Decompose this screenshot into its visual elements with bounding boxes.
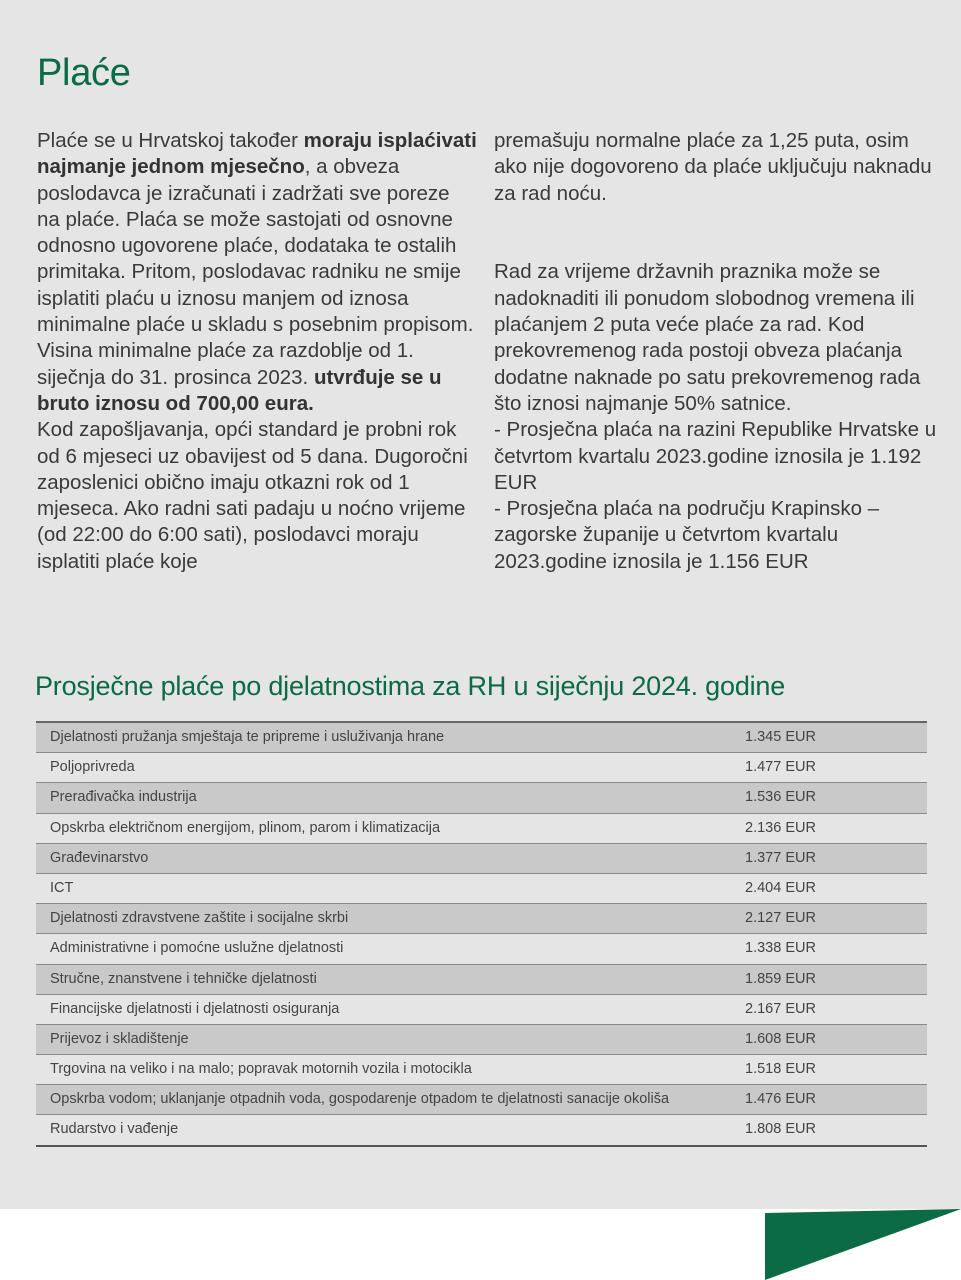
page-title: Plaće [37,52,131,94]
sector-name: Opskrba vodom; uklanjanje otpadnih voda, gospodarenje otpadom te djelatnosti sanacije okoliša [50,1091,670,1108]
text: , a obveza poslodavca je izračunati i zadržati sve poreze na plaće. Plaća se može sastojati od osnovne odnosno ugovorene plaće, dodataka te ostalih primitaka. Pritom, poslodavac radniku ne smije isplatiti plaću u iznosu manjem od iznosa minimalne plaće u skladu s posebnim propisom. [37,155,474,337]
average-salary: 1.536 EUR [745,789,816,806]
sector-name: Trgovina na veliko i na malo; popravak motornih vozila i motocikla [50,1061,472,1078]
sector-name: Djelatnosti pružanja smještaja te pripreme i usluživanja hrane [50,729,445,745]
emphasis: utvrđuje se u bruto iznosu od 700,00 eura. [37,365,442,415]
left-text-column [37,128,477,575]
paragraph-holiday-overtime: Rad za vrijeme državnih praznika može se nadoknaditi ili ponudom slobodnog vremena ili plaćanjem 2 puta veće plaće za rad. Kod prekovremenog rada postoji obveza plaćanja dodatne naknade po satu prekovremenog rada što iznosi najmanje 50% satnice. [494,260,921,415]
paragraph-probation: Kod zapošljavanja, opći standard je probni rok od 6 mjeseci uz obavijest od 5 dana. Dugoročni zaposlenici obično imaju otkazni rok od 1 mjeseca. Ako radni sati padaju u noćno vrijeme (od 22:00 do 6:00 sati), poslodavci moraju isplatiti plaće koje [37,418,468,573]
average-salary: 2.404 EUR [745,879,816,896]
sector-name: Opskrba električnom energijom, plinom, parom i klimatizacija [50,819,441,836]
average-salary: 1.477 EUR [745,759,816,776]
sector-name: ICT [50,879,74,896]
sector-name: Prerađivačka industrija [50,789,197,806]
paragraph-pay-frequency [37,128,477,338]
sector-name: Građevinarstvo [50,849,149,866]
green-triangle [765,1209,961,1280]
average-salary: 1.377 EUR [745,849,816,866]
spacer [494,207,944,260]
table-row [36,844,927,874]
paragraph-county-average: - Prosječna plaća na području Krapinsko – zagorske županije u četvrtom kvartalu 2023.godine iznosila je 1.156 EUR [494,497,880,573]
table-row [36,814,927,844]
text: Plaće se u Hrvatskoj također [37,129,304,152]
average-salary: 1.345 EUR [745,729,816,745]
paragraph-minimum-wage [37,338,477,417]
sector-name: Prijevoz i skladištenje [50,1030,189,1047]
average-salary: 2.136 EUR [745,819,816,836]
average-salary: 1.608 EUR [745,1030,816,1047]
average-salary: 2.167 EUR [745,1000,816,1017]
average-salary: 2.127 EUR [745,910,816,927]
table-row [36,1115,927,1144]
salary-table [36,721,927,1147]
emphasis: moraju isplaćivati najmanje jednom mjesečno [37,129,477,179]
table-row [36,1085,927,1115]
average-salary: 1.476 EUR [745,1091,816,1108]
table-row [36,965,927,995]
text: Visina minimalne plaće za razdoblje od 1. siječnja do 31. prosinca 2023. [37,339,414,389]
table-row [36,934,927,964]
table-row [36,1055,927,1085]
sector-name: Djelatnosti zdravstvene zaštite i socijalne skrbi [50,910,349,927]
average-salary: 1.808 EUR [745,1121,816,1138]
table-row [36,1025,927,1055]
sector-name: Administrativne i pomoćne uslužne djelatnosti [50,940,344,957]
corner-decoration [765,1209,961,1280]
average-salary: 1.518 EUR [745,1061,816,1078]
average-salary: 1.859 EUR [745,970,816,987]
table-row [36,904,927,934]
table-row [36,995,927,1025]
paragraph-national-average: - Prosječna plaća na razini Republike Hrvatske u četvrtom kvartalu 2023.godine iznosila je 1.192 EUR [494,418,937,494]
table-title: Prosječne plaće po djelatnostima za RH u siječnju 2024. godine [35,671,786,701]
table-row [36,783,927,813]
table-row [36,723,927,753]
sector-name: Rudarstvo i vađenje [50,1121,179,1138]
sector-name: Poljoprivreda [50,759,135,776]
paragraph-night-work: premašuju normalne plaće za 1,25 puta, osim ako nije dogovoreno da plaće uključuju naknadu za rad noću. [494,129,932,205]
average-salary: 1.338 EUR [745,940,816,957]
sector-name: Stručne, znanstvene i tehničke djelatnosti [50,970,317,987]
table-row [36,753,927,783]
sector-name: Financijske djelatnosti i djelatnosti osiguranja [50,1000,340,1017]
table-row [36,874,927,904]
right-text-column [494,128,944,575]
